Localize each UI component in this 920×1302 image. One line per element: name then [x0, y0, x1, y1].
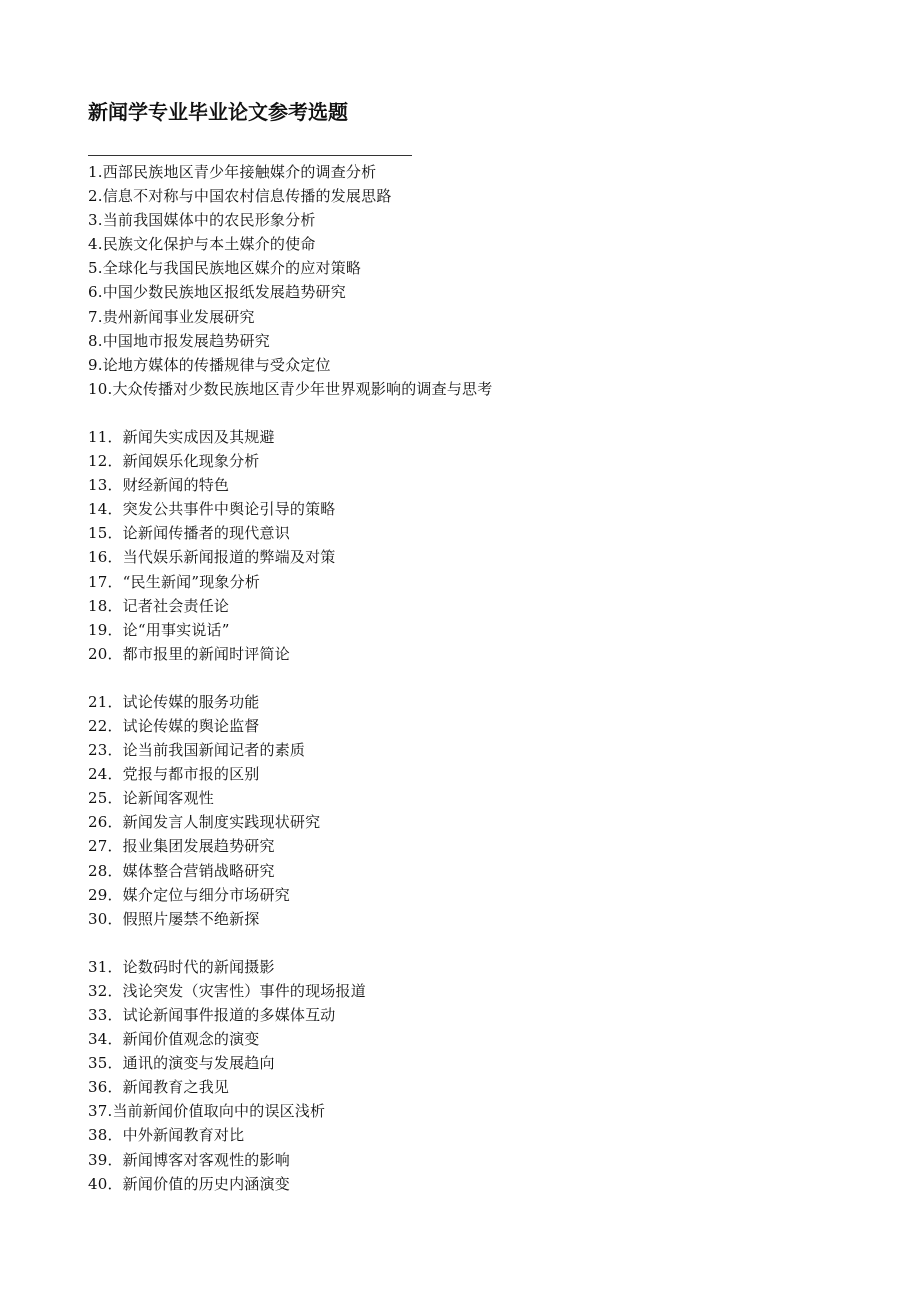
topic-item: 39．新闻博客对客观性的影响 [88, 1150, 290, 1169]
topic-item: 25．论新闻客观性 [88, 789, 214, 808]
topic-list [88, 160, 492, 1220]
topic-group [88, 425, 492, 666]
topic-item: 10.大众传播对少数民族地区青少年世界观影响的调查与思考 [88, 379, 493, 398]
topic-item: 26．新闻发言人制度实践现状研究 [88, 813, 321, 832]
topic-item: 21．试论传媒的服务功能 [88, 692, 260, 711]
topic-item: 32．浅论突发（灾害性）事件的现场报道 [88, 981, 366, 1000]
topic-group [88, 690, 492, 931]
topic-item: 40．新闻价值的历史内涵演变 [88, 1174, 290, 1193]
topic-item: 29．媒介定位与细分市场研究 [88, 885, 290, 904]
topic-item: 12．新闻娱乐化现象分析 [88, 452, 260, 471]
topic-item: 36．新闻教育之我见 [88, 1078, 230, 1097]
title-divider [88, 155, 412, 156]
topic-group [88, 955, 492, 1196]
topic-item: 14．突发公共事件中舆论引导的策略 [88, 500, 336, 519]
topic-item: 22．试论传媒的舆论监督 [88, 716, 260, 735]
topic-item: 18．记者社会责任论 [88, 596, 230, 615]
topic-item: 34．新闻价值观念的演变 [88, 1030, 260, 1049]
topic-item: 15．论新闻传播者的现代意识 [88, 524, 290, 543]
document-title: 新闻学专业毕业论文参考选题 [88, 100, 348, 124]
topic-item: 20．都市报里的新闻时评简论 [88, 644, 290, 663]
topic-group [88, 160, 492, 401]
topic-item: 11．新闻失实成因及其规避 [88, 427, 275, 446]
topic-item: 5.全球化与我国民族地区媒介的应对策略 [88, 259, 362, 278]
topic-item: 24．党报与都市报的区别 [88, 765, 260, 784]
topic-item: 2.信息不对称与中国农村信息传播的发展思路 [88, 187, 392, 206]
topic-item: 3.当前我国媒体中的农民形象分析 [88, 211, 316, 230]
topic-item: 35．通讯的演变与发展趋向 [88, 1054, 275, 1073]
topic-item: 37.当前新闻价值取向中的误区浅析 [88, 1102, 326, 1121]
topic-item: 1.西部民族地区青少年接触媒介的调查分析 [88, 163, 377, 181]
topic-item: 38．中外新闻教育对比 [88, 1126, 245, 1145]
topic-item: 7.贵州新闻事业发展研究 [88, 307, 255, 326]
topic-item: 17．“民生新闻”现象分析 [88, 572, 261, 591]
topic-item: 16．当代娱乐新闻报道的弊端及对策 [88, 548, 336, 567]
topic-item: 13．财经新闻的特色 [88, 476, 230, 495]
topic-item: 23．论当前我国新闻记者的素质 [88, 741, 306, 760]
topic-item: 19．论“用事实说话” [88, 620, 230, 639]
topic-item: 28．媒体整合营销战略研究 [88, 861, 275, 880]
topic-item: 31．论数码时代的新闻摄影 [88, 957, 275, 976]
topic-item: 6.中国少数民族地区报纸发展趋势研究 [88, 283, 346, 302]
topic-item: 4.民族文化保护与本土媒介的使命 [88, 235, 316, 254]
topic-item: 8.中国地市报发展趋势研究 [88, 331, 270, 350]
topic-item: 33．试论新闻事件报道的多媒体互动 [88, 1006, 336, 1024]
topic-item: 27．报业集团发展趋势研究 [88, 837, 275, 856]
topic-item: 9.论地方媒体的传播规律与受众定位 [88, 355, 331, 374]
topic-item: 30．假照片屡禁不绝新探 [88, 909, 260, 928]
